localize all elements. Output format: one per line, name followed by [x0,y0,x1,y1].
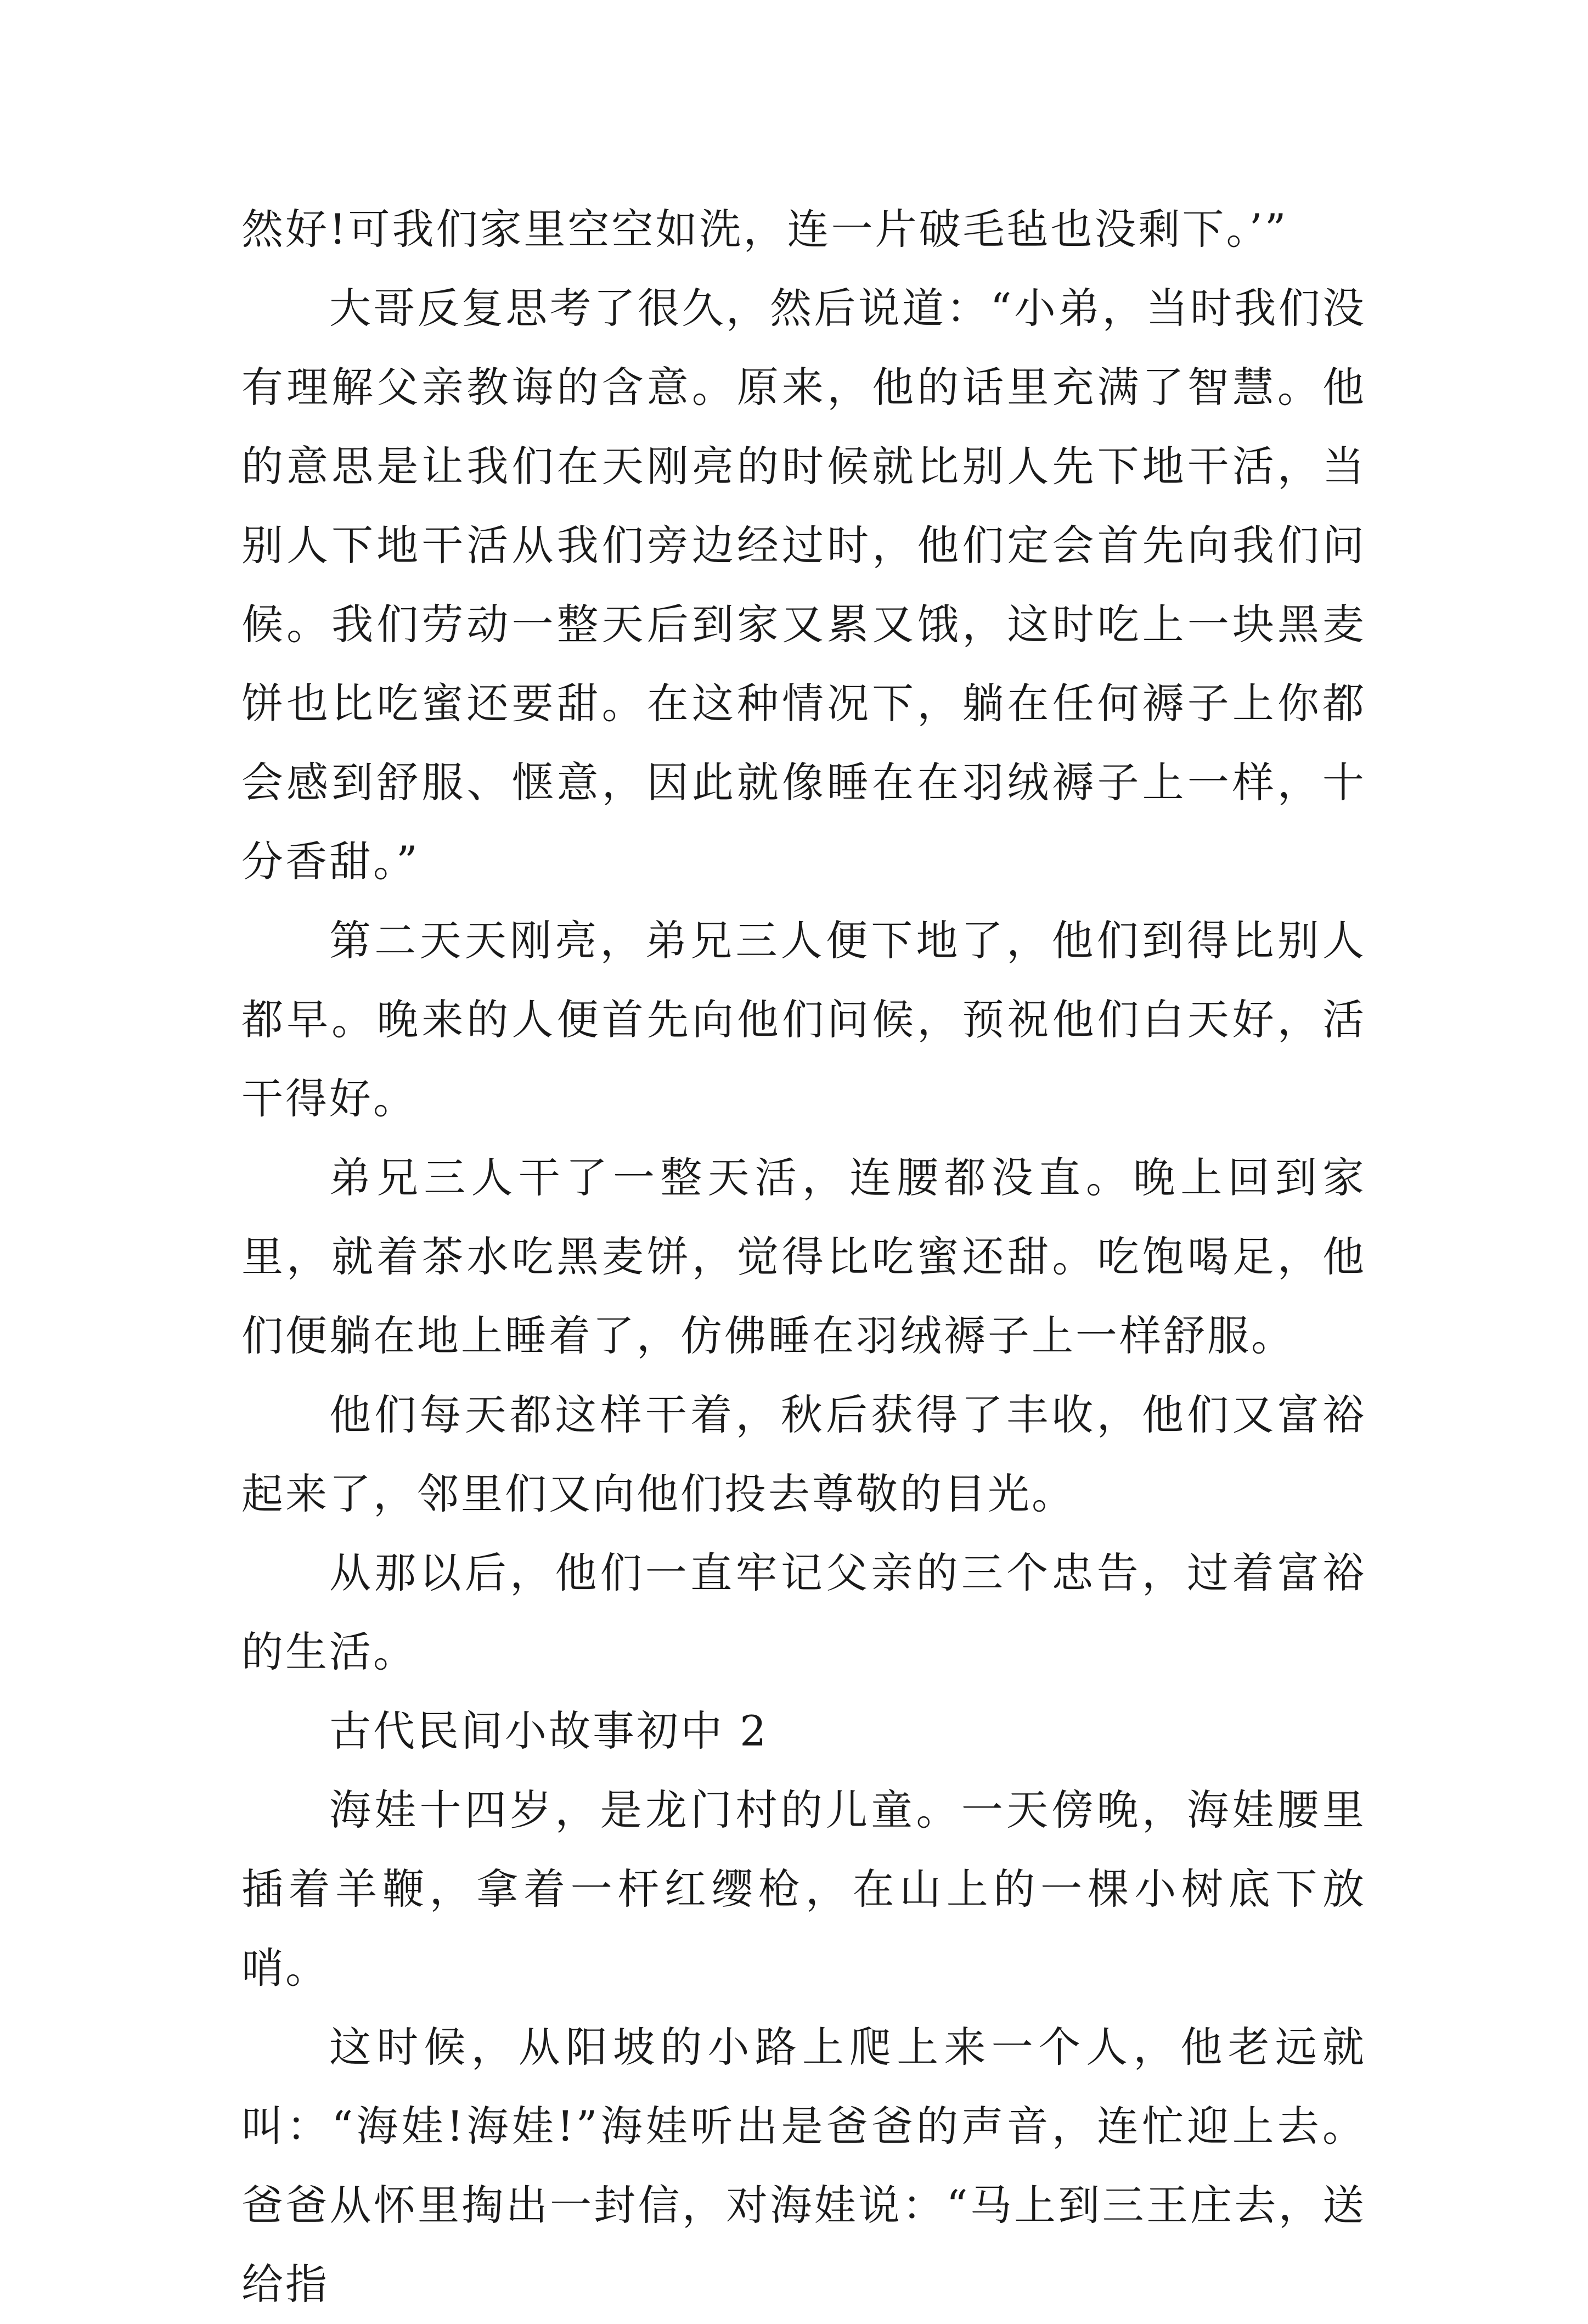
document-body [241,190,1366,2324]
section-heading: 古代民间小故事初中 2 [329,1706,769,1755]
paragraph: 海娃十四岁，是龙门村的儿童。一天傍晚，海娃腰里插着羊鞭，拿着一杆红缨枪，在山上的一棵小树底下放哨。 [241,1786,1366,1992]
paragraph: 然好!可我们家里空空如洗，连一片破毛毡也没剩下。’” [241,205,1288,254]
paragraph: 这时候，从阳坡的小路上爬上来一个人，他老远就叫：“海娃!海娃!”海娃听出是爸爸的声音，连忙迎上去。爸爸从怀里掏出一封信，对海娃说：“马上到三王庄去，送给指 [241,2023,1366,2309]
paragraph: 大哥反复思考了很久，然后说道：“小弟，当时我们没有理解父亲教诲的含意。原来，他的话里充满了智慧。他的意思是让我们在天刚亮的时候就比别人先下地干活，当别人下地干活从我们旁边经过时，他们定会首先向我们问候。我们劳动一整天后到家又累又饿，这时吃上一块黑麦饼也比吃蜜还要甜。在这种情况下，躺在任何褥子上你都会感到舒服、惬意，因此就像睡在在羽绒褥子上一样，十分香甜。” [241,284,1366,886]
paragraph: 弟兄三人干了一整天活，连腰都没直。晚上回到家里，就着茶水吃黑麦饼，觉得比吃蜜还甜。吃饱喝足，他们便躺在地上睡着了，仿佛睡在羽绒褥子上一样舒服。 [241,1153,1366,1360]
paragraph: 他们每天都这样干着，秋后获得了丰收，他们又富裕起来了，邻里们又向他们投去尊敬的目光。 [241,1390,1366,1518]
paragraph: 从那以后，他们一直牢记父亲的三个忠告，过着富裕的生活。 [241,1548,1366,1676]
paragraph: 第二天天刚亮，弟兄三人便下地了，他们到得比别人都早。晚来的人便首先向他们问候，预祝他们白天好，活干得好。 [241,916,1366,1123]
